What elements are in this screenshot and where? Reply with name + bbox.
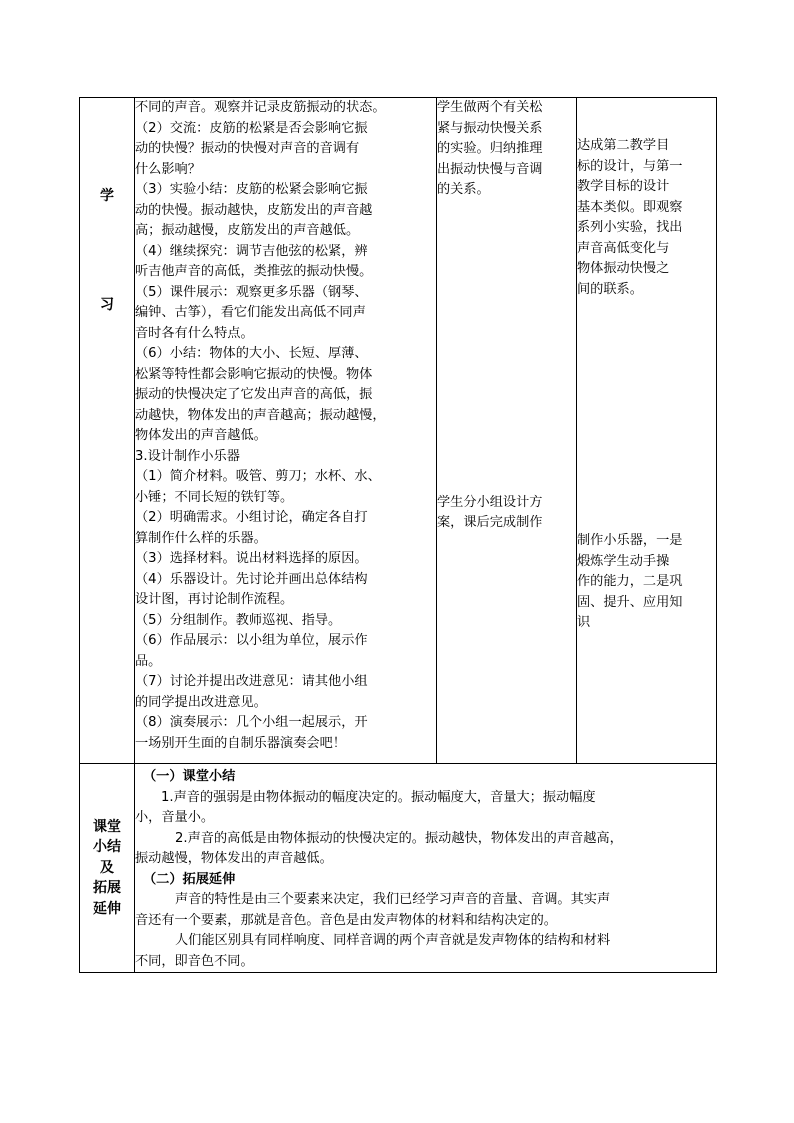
summary-point-line: 小，音量小。 bbox=[135, 810, 215, 825]
design-intent-line: 物体振动快慢之 bbox=[577, 261, 670, 276]
process-line: 编钟、古筝），看它们能发出高低不同声 bbox=[135, 305, 366, 320]
summary-label-cell bbox=[80, 764, 135, 973]
process-line: 的同学提出改进意见。 bbox=[135, 694, 267, 710]
process-line: 什么影响？ bbox=[135, 161, 201, 177]
summary-label bbox=[80, 817, 134, 920]
design-intent-line: 标的设计，与第一 bbox=[577, 158, 683, 174]
summary-point-1 bbox=[135, 788, 716, 829]
process-line: 算制作什么样的乐器。 bbox=[135, 530, 267, 546]
summary-point-line: 2.声音的高低是由物体振动的快慢决定的。振动越快，物体发出的声音越高， bbox=[175, 830, 623, 846]
study-label-bottom: 习 bbox=[100, 296, 114, 313]
design-intent-line: 间的联系。 bbox=[577, 281, 643, 297]
process-line: （4）乐器设计。先讨论并画出总体结构 bbox=[135, 571, 368, 587]
process-line: 物体发出的声音越低。 bbox=[135, 428, 267, 443]
process-line: 不同的声音。观察并记录皮筋振动的状态。 bbox=[135, 100, 386, 115]
extension-line: 音还有一个要素，那就是音色。音色是由发声物体的材料和结构决定的。 bbox=[135, 912, 557, 928]
process-line: 听吉他声音的高低，类推弦的振动快慢。 bbox=[135, 264, 373, 279]
process-line: （5）分组制作。教师巡视、指导。 bbox=[135, 612, 342, 628]
summary-label-line: 课堂 bbox=[93, 818, 121, 835]
summary-label-line: 延伸 bbox=[93, 900, 121, 917]
process-line: （3）实验小结：皮筋的松紧会影响它振 bbox=[135, 182, 368, 197]
teaching-process-cell bbox=[135, 98, 437, 764]
process-line: 3.设计制作小乐器 bbox=[135, 448, 240, 464]
summary-label-line: 拓展 bbox=[93, 880, 121, 897]
process-line: 振动的快慢决定了它发出声音的高低，振 bbox=[135, 387, 373, 402]
summary-content-cell bbox=[135, 764, 717, 973]
process-line: （3）选择材料。说出材料选择的原因。 bbox=[135, 551, 368, 566]
process-line: 动越快，物体发出的声音越高；振动越慢， bbox=[135, 407, 386, 423]
summary-label-line: 小结 bbox=[93, 839, 121, 856]
process-line: （5）课件展示：观察更多乐器（钢琴、 bbox=[135, 284, 368, 300]
study-row bbox=[80, 98, 717, 764]
summary-heading-2: （二）拓展延伸 bbox=[143, 871, 236, 887]
process-line: （2）交流：皮筋的松紧是否会影响它振 bbox=[135, 120, 368, 136]
design-intent-line: 达成第二教学目 bbox=[577, 138, 670, 153]
extension-line: 不同，即音色不同。 bbox=[135, 953, 254, 969]
summary-point-line: 1.声音的强弱是由物体振动的幅度决定的。振动幅度大，音量大；振动幅度 bbox=[161, 789, 596, 805]
design-intent-line: 作的能力，二是巩 bbox=[577, 574, 683, 589]
process-line: 高；振动越慢，皮筋发出的声音越低。 bbox=[135, 223, 360, 238]
process-line: 一场别开生面的自制乐器演奏会吧！ bbox=[135, 735, 346, 751]
student-activity-line: 的关系。 bbox=[437, 182, 490, 197]
study-label-top: 学 bbox=[100, 188, 114, 204]
extension-line: 人们能区别具有同样响度、同样音调的两个声音就是发声物体的结构和材料 bbox=[175, 933, 611, 948]
process-line: （2）明确需求。小组讨论，确定各自打 bbox=[135, 510, 368, 525]
student-activity-block-2 bbox=[437, 493, 576, 534]
design-intent-line: 基本类似。即观察 bbox=[577, 199, 683, 215]
design-intent-line: 声音高低变化与 bbox=[577, 240, 670, 256]
process-line: （6）作品展示：以小组为单位，展示作 bbox=[135, 633, 368, 648]
design-intent-line: 固、提升、应用知 bbox=[577, 594, 683, 610]
design-intent-block-1 bbox=[577, 136, 716, 300]
process-line: （4）继续探究：调节吉他弦的松紧，辨 bbox=[135, 243, 368, 259]
process-line: （6）小结：物体的大小、长短、厚薄、 bbox=[135, 346, 368, 361]
process-line: （7）讨论并提出改进意见：请其他小组 bbox=[135, 674, 368, 689]
student-activity-block-1 bbox=[437, 98, 576, 201]
summary-row bbox=[80, 764, 717, 973]
design-intent-block-2 bbox=[577, 531, 716, 634]
lesson-plan-table bbox=[79, 97, 717, 973]
extension-paragraph-2 bbox=[135, 931, 716, 972]
student-activity-line: 学生做两个有关松 bbox=[437, 100, 543, 115]
summary-point-2 bbox=[135, 829, 716, 870]
process-line: 动的快慢？振动的快慢对声音的音调有 bbox=[135, 141, 360, 156]
student-activity-cell bbox=[437, 98, 577, 764]
process-line: 音时各有什么特点。 bbox=[135, 325, 254, 341]
student-activity-line: 案，课后完成制作 bbox=[437, 515, 543, 530]
extension-line: 声音的特性是由三个要素来决定，我们已经学习声音的音量、音调。其实声 bbox=[175, 892, 611, 907]
process-line: 松紧等特性都会影响它振动的快慢。物体 bbox=[135, 366, 373, 382]
student-activity-line: 学生分小组设计方 bbox=[437, 494, 543, 510]
summary-label-line: 及 bbox=[100, 859, 114, 876]
process-line: 品。 bbox=[135, 653, 162, 669]
summary-point-line: 振动越慢，物体发出的声音越低。 bbox=[135, 851, 333, 866]
student-activity-line: 出振动快慢与音调 bbox=[437, 161, 543, 177]
process-line: 动的快慢。振动越快，皮筋发出的声音越 bbox=[135, 202, 373, 218]
process-line: （8）演奏展示：几个小组一起展示，开 bbox=[135, 715, 368, 730]
process-line: 小锤；不同长短的铁钉等。 bbox=[135, 489, 294, 505]
design-intent-line: 煅炼学生动手操 bbox=[577, 553, 670, 569]
design-intent-line: 系列小实验，找出 bbox=[577, 220, 683, 235]
summary-heading-1: （一）课堂小结 bbox=[143, 769, 236, 784]
student-activity-line: 的实验。归纳推理 bbox=[437, 141, 543, 156]
design-intent-line: 制作小乐器，一是 bbox=[577, 533, 683, 548]
design-intent-line: 识 bbox=[577, 615, 591, 630]
design-intent-line: 教学目标的设计 bbox=[577, 179, 670, 194]
design-intent-cell bbox=[577, 98, 717, 764]
teaching-process-text bbox=[135, 98, 436, 754]
student-activity-line: 紧与振动快慢关系 bbox=[437, 120, 543, 136]
process-line: 设计图，再讨论制作流程。 bbox=[135, 592, 294, 607]
process-line: （1）简介材料。吸管、剪刀；水杯、水、 bbox=[135, 469, 381, 484]
extension-paragraph-1 bbox=[135, 890, 716, 931]
study-label-cell bbox=[80, 98, 135, 764]
